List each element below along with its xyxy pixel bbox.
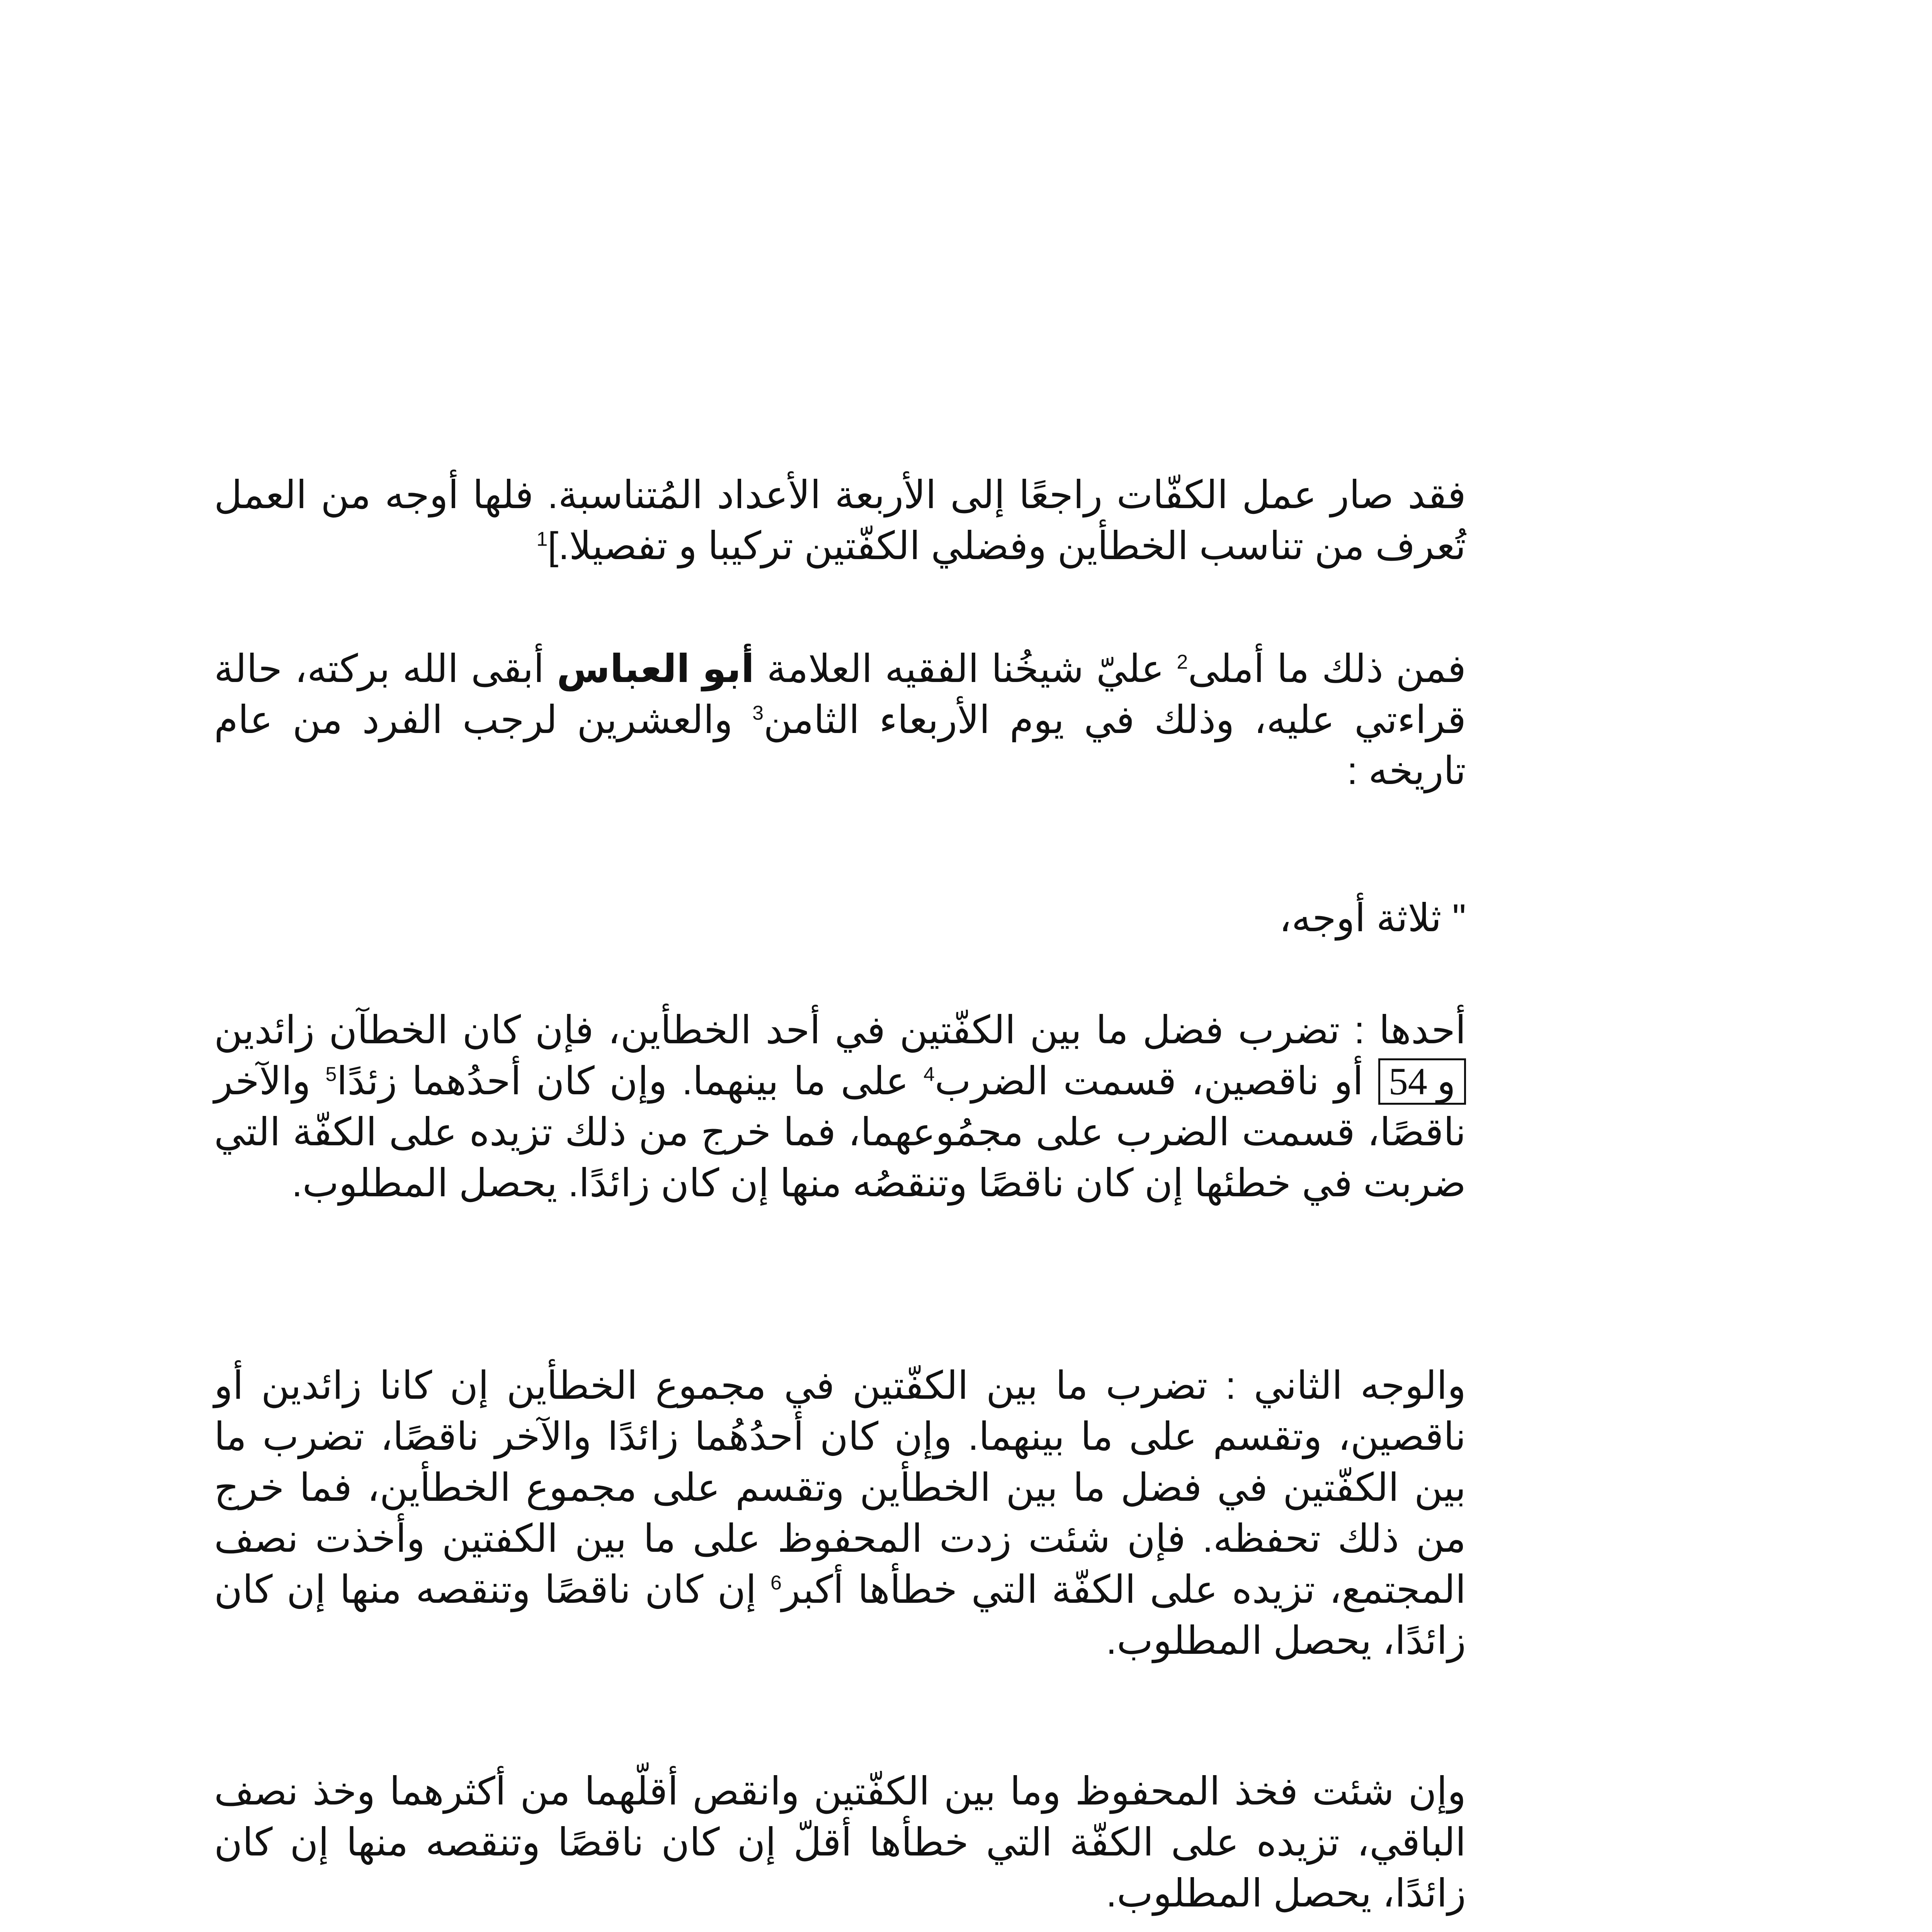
scholar-name: أبو العباس [556, 647, 755, 690]
paragraph-1-text: فقد صار عمل الكفّات راجعًا إلى الأربعة الأعداد المُتناسبة. فلها أوجه من العمل تُعرف من تناسب الخطأين وفضلي الكفّتين تركيبا و تفصيلا.] [214, 473, 1466, 568]
paragraph-5 [214, 1360, 1466, 1666]
paragraph-5-text-b: إن كان ناقصًا وتنقصه منها إن كان زائدًا، يحصل المطلوب. [214, 1568, 1466, 1662]
paragraph-2-text-c: أبقى الله بركته، حالة قراءتي عليه، وذلك في يوم الأربعاء الثامن [214, 647, 1466, 742]
paragraph-4-text-c: على ما بينهما. وإن كان أحدُهما زئدًا [337, 1060, 923, 1103]
paragraph-4 [214, 1005, 1466, 1209]
paragraph-3-text: " ثلاثة أوجه، [1279, 896, 1466, 940]
paragraph-3 [214, 893, 1466, 944]
paragraph-4-text-d: والآخر ناقصًا، قسمت الضرب على مجمُوعهما، فما خرج من ذلك تزيده على الكفّة التي ضربت في خطئها إن كان ناقصًا وتنقصُه منها إن كان زائدًا. يحصل المطلوب. [214, 1060, 1466, 1205]
paragraph-1 [214, 469, 1466, 571]
footnote-ref-2: 2 [1177, 651, 1188, 673]
paragraph-2-text-d: والعشرين لرجب الفرد من عام تاريخه : [214, 698, 1466, 793]
paragraph-2 [214, 643, 1466, 796]
footnote-ref-4: 4 [923, 1063, 935, 1086]
paragraph-4-text-a: أحدها : تضرب فضل ما بين الكفّتين في أحد الخطأين، فإن كان الخطآن زائدين [214, 1009, 1466, 1052]
paragraph-5-text-a: والوجه الثاني : تضرب ما بين الكفّتين في مجموع الخطأين إن كانا زائدين أو ناقصين، وتقسم على ما بينهما. وإن كان أحدُهُما زائدًا والآخر ناقصًا، تضرب ما بين الكفّتين في فضل ما بين الخطأين وتقسم على مجموع الخطأين، فما خرج من ذلك تحفظه. فإن شئت زدت المحفوظ على ما بين الكفتين وأخذت نصف المجتمع، تزيده على الكفّة التي خطأها أكبر [214, 1364, 1466, 1611]
footnote-ref-1: 1 [536, 528, 548, 551]
paragraph-2-text-b: عليّ شيخُنا الفقيه العلامة [754, 647, 1177, 690]
footnote-ref-3: 3 [752, 702, 764, 724]
manuscript-folio-marker: 54 و [1378, 1058, 1466, 1105]
paragraph-4-text-b: أو ناقصين، قسمت الضرب [934, 1060, 1378, 1103]
paragraph-6-text: وإن شئت فخذ المحفوظ وما بين الكفّتين وانقص أقلّهما من أكثرهما وخذ نصف الباقي، تزيده على الكفّة التي خطأها أقلّ إن كان ناقصًا وتنقصه منها إن كان زائدًا، يحصل المطلوب. [214, 1770, 1466, 1915]
paragraph-2-text-a: فمن ذلك ما أملى [1188, 647, 1466, 690]
paragraph-6 [214, 1766, 1466, 1919]
footnote-ref-6: 6 [770, 1571, 782, 1594]
footnote-ref-5: 5 [325, 1063, 337, 1086]
